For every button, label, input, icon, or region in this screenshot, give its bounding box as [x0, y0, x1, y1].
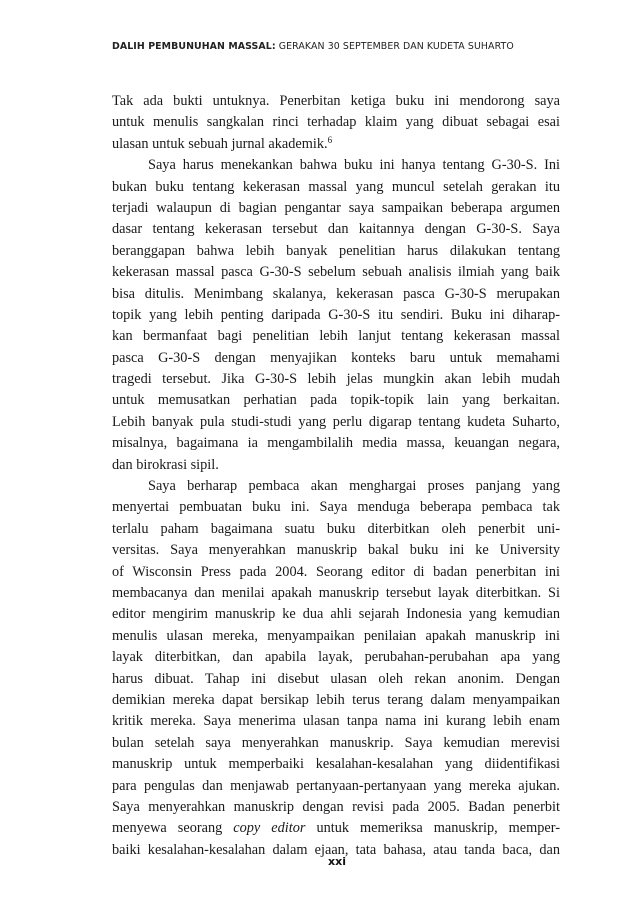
copy-editor-term: copy editor [233, 820, 306, 837]
text-line: tragedi tersebut. Jika G-30-S lebih jelas mungkin akan lebih mudah [112, 371, 560, 388]
body-text [112, 91, 560, 861]
text-line: kritik mereka. Saya menerima ulasan tanpa nama ini kurang lebih enam [112, 713, 560, 730]
text-line-content: untuk memeriksa manuskrip, memper- [316, 820, 560, 837]
text-line: menyertai pembuatan buku ini. Saya menduga beberapa pembaca tak [112, 499, 560, 516]
text-line: terjadi walaupun di bagian pengantar saya sampaikan beberapa argumen [112, 199, 560, 216]
running-header [112, 41, 514, 52]
text-line: terlalu paham bagaimana suatu buku diterbitkan oleh penerbit uni- [112, 520, 560, 537]
footnote-reference[interactable]: 6 [327, 134, 333, 145]
text-line: dasar tentang kekerasan tersebut dan kaitannya dengan G-30-S. Saya [112, 221, 560, 238]
text-line: membacanya dan menilai apakah manuskrip tersebut layak diterbitkan. Si [112, 584, 560, 601]
text-line: Tak ada bukti untuknya. Penerbitan ketiga buku ini mendorong saya [112, 93, 560, 109]
text-line: baiki kesalahan-kesalahan dalam ejaan, tata bahasa, atau tanda baca, dan [112, 841, 560, 858]
text-line: untuk memusatkan perhatian pada topik-topik lain yang berkaitan. [112, 392, 560, 409]
text-line: para pengulas dan menjawab pertanyaan-pertanyaan yang mereka ajukan. [112, 777, 560, 794]
text-line [112, 134, 560, 155]
text-line: dan birokrasi sipil. [112, 456, 219, 473]
text-line: bukan buku tentang kekerasan massal yang muncul setelah gerakan itu [112, 178, 560, 195]
text-line: editor mengirim manuskrip ke dua ahli sejarah Indonesia yang kemudian [112, 606, 560, 623]
text-line: topik yang lebih penting daripada G-30-S itu sendiri. Buku ini diharap- [112, 306, 560, 323]
running-header-subtitle: GERAKAN 30 SEPTEMBER DAN KUDETA SUHARTO [278, 41, 514, 52]
text-line [112, 818, 560, 839]
text-line: harus dibuat. Tahap ini disebut ulasan oleh rekan anonim. Dengan [112, 670, 560, 687]
text-line: bisa ditulis. Menimbang skalanya, kekerasan pasca G-30-S merupakan [112, 285, 560, 302]
text-line: beranggapan bahwa lebih banyak penelitian harus dilakukan tentang [112, 242, 560, 259]
text-line: layak diterbitkan, dan apabila layak, perubahan-perubahan apa yang [112, 649, 560, 666]
text-line: menulis ulasan mereka, menyampaikan penilaian apakah manuskrip ini [112, 627, 560, 644]
text-line: misalnya, bagaimana ia mengambilalih media massa, keuangan negara, [112, 435, 560, 452]
text-line-content: ulasan untuk sebuah jurnal akademik. [112, 135, 328, 152]
text-line: versitas. Saya menyerahkan manuskrip bakal buku ini ke University [112, 542, 560, 559]
page-number: xxi [328, 855, 346, 868]
text-line: Saya berharap pembaca akan menghargai proses panjang yang [148, 478, 560, 495]
text-line: kan bermanfaat bagi penelitian lebih lanjut tentang kekerasan massal [112, 328, 560, 345]
text-line: manuskrip untuk memperbaiki kesalahan-kesalahan yang diidentifikasi [112, 756, 560, 773]
text-line: Saya harus menekankan bahwa buku ini hanya tentang G-30-S. Ini [148, 157, 560, 174]
text-line: of Wisconsin Press pada 2004. Seorang editor di badan penerbitan ini [112, 563, 560, 580]
running-header-title: DALIH PEMBUNUHAN MASSAL: [112, 41, 276, 52]
text-line: demikian mereka dapat bersikap lebih terus terang dalam menyampaikan [112, 691, 560, 708]
text-line: bulan setelah saya menyerahkan manuskrip. Saya kemudian merevisi [112, 734, 560, 751]
text-line: untuk menulis sangkalan rinci terhadap klaim yang dibuat sebagai esai [112, 114, 560, 131]
text-line: pasca G-30-S dengan menyajikan konteks baru untuk memahami [112, 349, 560, 366]
text-line: Lebih banyak pula studi-studi yang perlu digarap tentang kudeta Suharto, [112, 413, 560, 430]
text-line: kekerasan massal pasca G-30-S sebelum sebuah analisis ilmiah yang baik [112, 264, 560, 281]
text-line-content: menyewa seorang [112, 820, 223, 837]
text-line: Saya menyerahkan manuskrip dengan revisi pada 2005. Badan penerbit [112, 798, 560, 815]
